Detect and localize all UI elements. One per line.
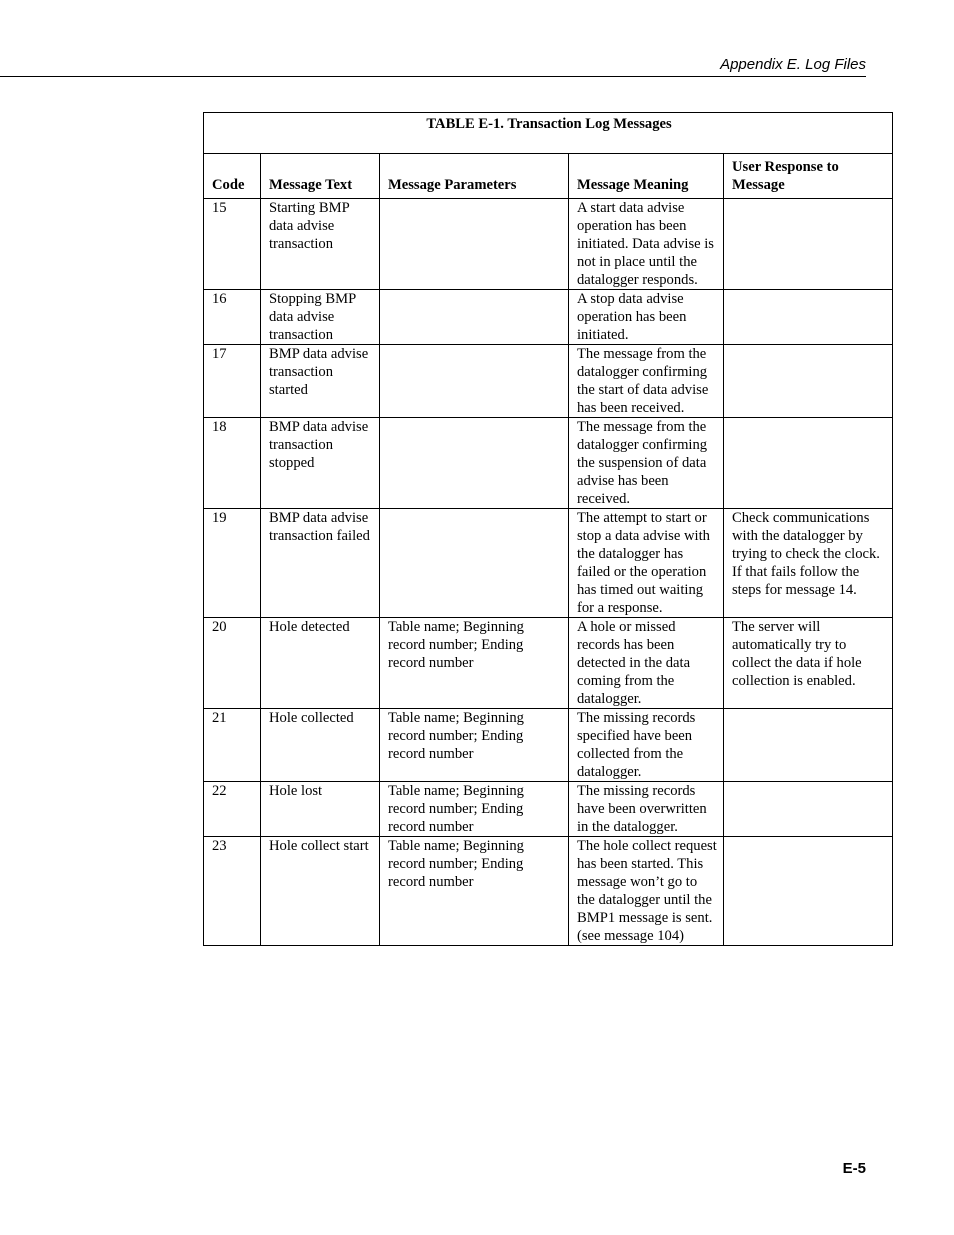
cell-message-parameters: [380, 509, 569, 618]
cell-message-parameters: [380, 345, 569, 418]
cell-user-response: [724, 709, 893, 782]
cell-message-parameters: [380, 290, 569, 345]
cell-message-parameters: Table name; Beginning record number; Ending record number: [380, 618, 569, 709]
cell-code: 21: [204, 709, 261, 782]
column-header-message-text: Message Text: [261, 154, 380, 199]
cell-message-text: Stopping BMP data advise transaction: [261, 290, 380, 345]
cell-message-text: Hole lost: [261, 782, 380, 837]
cell-code: 17: [204, 345, 261, 418]
column-header-message-parameters: Message Parameters: [380, 154, 569, 199]
cell-message-meaning: The message from the datalogger confirming the start of data advise has been received.: [569, 345, 724, 418]
cell-code: 15: [204, 199, 261, 290]
table-row: [204, 509, 893, 618]
cell-message-text: Hole detected: [261, 618, 380, 709]
cell-message-meaning: The missing records specified have been collected from the datalogger.: [569, 709, 724, 782]
cell-user-response: [724, 837, 893, 946]
cell-message-meaning: The missing records have been overwritten in the datalogger.: [569, 782, 724, 837]
cell-message-meaning: A start data advise operation has been initiated. Data advise is not in place until the datalogger responds.: [569, 199, 724, 290]
cell-user-response: [724, 199, 893, 290]
cell-message-meaning: The hole collect request has been started. This message won’t go to the datalogger until the BMP1 message is sent. (see message 104): [569, 837, 724, 946]
cell-message-parameters: Table name; Beginning record number; Ending record number: [380, 709, 569, 782]
cell-message-text: Starting BMP data advise transaction: [261, 199, 380, 290]
cell-message-text: BMP data advise transaction stopped: [261, 418, 380, 509]
cell-user-response: [724, 418, 893, 509]
cell-code: 22: [204, 782, 261, 837]
cell-code: 23: [204, 837, 261, 946]
cell-message-meaning: The message from the datalogger confirming the suspension of data advise has been received.: [569, 418, 724, 509]
cell-code: 16: [204, 290, 261, 345]
transaction-log-table: [203, 112, 893, 946]
table-row: [204, 290, 893, 345]
cell-code: 18: [204, 418, 261, 509]
header-rule: [0, 76, 866, 77]
cell-user-response: The server will automatically try to collect the data if hole collection is enabled.: [724, 618, 893, 709]
cell-message-text: Hole collect start: [261, 837, 380, 946]
table-caption: TABLE E-1. Transaction Log Messages: [204, 113, 893, 154]
cell-message-parameters: Table name; Beginning record number; Ending record number: [380, 837, 569, 946]
cell-user-response: [724, 345, 893, 418]
cell-message-parameters: Table name; Beginning record number; Ending record number: [380, 782, 569, 837]
cell-message-parameters: [380, 418, 569, 509]
table-row: [204, 345, 893, 418]
cell-message-text: BMP data advise transaction started: [261, 345, 380, 418]
column-header-user-response: User Response to Message: [724, 154, 893, 199]
cell-user-response: Check communications with the datalogger by trying to check the clock. If that fails follow the steps for message 14.: [724, 509, 893, 618]
cell-message-meaning: A stop data advise operation has been initiated.: [569, 290, 724, 345]
table-row: [204, 709, 893, 782]
table-row: [204, 418, 893, 509]
cell-message-meaning: A hole or missed records has been detected in the data coming from the datalogger.: [569, 618, 724, 709]
cell-user-response: [724, 782, 893, 837]
page-header: Appendix E. Log Files: [720, 56, 866, 73]
cell-code: 20: [204, 618, 261, 709]
cell-message-parameters: [380, 199, 569, 290]
cell-message-text: BMP data advise transaction failed: [261, 509, 380, 618]
page-number: E-5: [842, 1160, 866, 1177]
table-row: [204, 837, 893, 946]
table-row: [204, 782, 893, 837]
table-row: [204, 199, 893, 290]
cell-code: 19: [204, 509, 261, 618]
cell-message-meaning: The attempt to start or stop a data advise with the datalogger has failed or the operation has timed out waiting for a response.: [569, 509, 724, 618]
column-header-code: Code: [204, 154, 261, 199]
table-row: [204, 618, 893, 709]
cell-message-text: Hole collected: [261, 709, 380, 782]
column-header-message-meaning: Message Meaning: [569, 154, 724, 199]
cell-user-response: [724, 290, 893, 345]
